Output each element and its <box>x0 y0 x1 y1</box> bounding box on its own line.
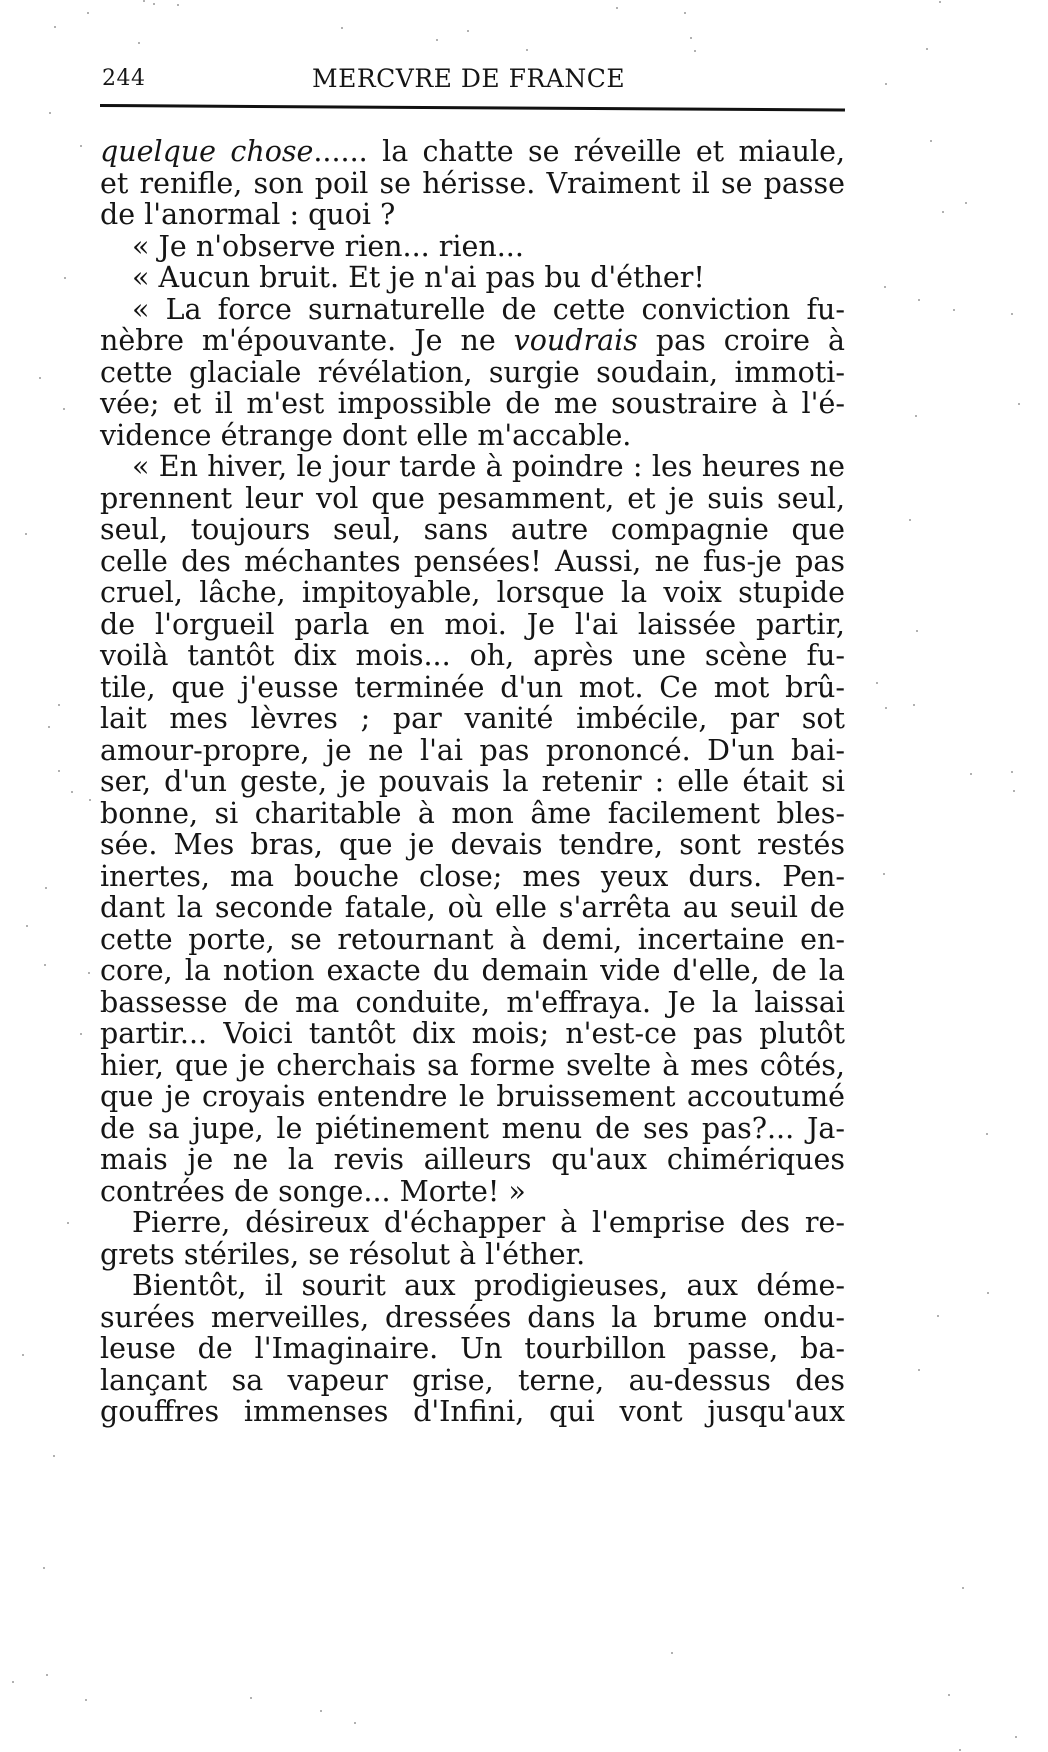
text-line <box>100 1333 845 1365</box>
text-line <box>100 388 845 420</box>
line-text: seul, toujours seul, sans autre compagnie que <box>100 513 845 546</box>
scan-speck <box>1018 403 1020 405</box>
scan-speck <box>937 1315 939 1317</box>
scan-speck <box>918 1369 920 1371</box>
line-text-pre: nèbre m'épouvante. Je ne <box>100 324 514 357</box>
journal-title: MERCVRE DE FRANCE <box>312 64 626 93</box>
scan-speck <box>44 964 46 966</box>
text-line <box>100 1396 845 1428</box>
text-line <box>100 199 845 231</box>
scan-speck <box>22 1354 24 1356</box>
scan-speck <box>54 26 56 28</box>
text-line <box>100 1365 845 1397</box>
text-line <box>100 798 845 830</box>
scan-speck <box>89 799 91 801</box>
line-text: leuse de l'Imaginaire. Un tourbillon passe, ba- <box>100 1332 845 1365</box>
line-text: lançant sa vapeur grise, terne, au-dessus des <box>100 1363 845 1397</box>
line-text: et renifle, son poil se hérisse. Vraiment il se passe <box>100 166 845 200</box>
line-text: celle des méchantes pensées! Aussi, ne fus-je pas <box>100 544 845 578</box>
text-line <box>100 231 845 263</box>
scan-speck <box>354 1722 356 1724</box>
text-line <box>100 735 845 767</box>
scan-speck <box>526 49 528 51</box>
scan-speck <box>884 286 886 288</box>
line-text: tile, que j'eusse terminée d'un mot. Ce mot brû- <box>100 670 845 704</box>
scan-speck <box>87 12 89 14</box>
text-line <box>100 1018 845 1050</box>
scan-speck <box>1013 790 1015 792</box>
line-text: « En hiver, le jour tarde à poindre : les heures ne <box>132 450 845 483</box>
text-line <box>100 640 845 672</box>
line-text: mais je ne la revis ailleurs qu'aux chimériques <box>100 1143 845 1176</box>
scan-speck <box>85 1699 87 1701</box>
text-line <box>100 294 845 326</box>
scan-speck <box>616 7 618 9</box>
scan-speck <box>684 12 686 14</box>
scan-speck <box>962 1587 964 1589</box>
line-text: hier, que je cherchais sa forme svelte à mes côtés, <box>100 1048 845 1082</box>
scan-speck <box>690 37 692 39</box>
line-text: vidence étrange dont elle m'accable. <box>100 418 632 452</box>
scan-speck <box>970 773 972 775</box>
text-line <box>100 672 845 704</box>
scan-speck <box>153 3 155 5</box>
scan-speck <box>67 1222 69 1224</box>
text-line <box>100 325 845 357</box>
scan-speck <box>88 972 90 974</box>
scan-speck <box>58 770 60 772</box>
line-text: ...... la chatte se réveille et miaule, <box>313 135 846 168</box>
body-text <box>100 136 845 1428</box>
text-line <box>100 703 845 735</box>
scan-speck <box>63 408 65 410</box>
line-text: « La force surnaturelle de cette conviction fu- <box>132 292 845 326</box>
line-text: lait mes lèvres ; par vanité imbécile, par sot <box>100 702 845 735</box>
scan-speck <box>916 630 918 632</box>
page-number: 244 <box>102 66 146 91</box>
scan-speck <box>138 42 140 44</box>
text-line <box>100 420 845 452</box>
line-text: grets stériles, se résolut à l'éther. <box>100 1237 586 1271</box>
text-line <box>100 357 845 389</box>
line-text: prennent leur vol que pesamment, et je suis seul, <box>100 481 845 515</box>
scan-speck <box>250 1697 252 1699</box>
italic-text: voudrais <box>513 324 638 357</box>
scan-speck <box>883 873 885 875</box>
italic-text: quelque chose <box>100 135 314 168</box>
text-line <box>100 766 845 798</box>
text-line <box>100 861 845 893</box>
line-text: amour-propre, je ne l'ai pas prononcé. D'un bai- <box>100 733 845 767</box>
scan-speck <box>671 1652 673 1654</box>
text-line <box>100 262 845 294</box>
line-text: bassesse de ma conduite, m'effraya. Je la laissai <box>100 985 845 1019</box>
text-line <box>100 1176 845 1208</box>
scan-speck <box>58 704 60 706</box>
scan-speck <box>1011 771 1013 773</box>
text-line <box>100 955 845 987</box>
scan-speck <box>143 0 145 2</box>
line-text: de sa jupe, le piétinement menu de ses pas?... Ja- <box>100 1111 845 1145</box>
scan-speck <box>80 145 82 147</box>
scan-speck <box>320 1710 322 1712</box>
scan-speck <box>918 299 920 301</box>
scan-speck <box>987 1292 989 1294</box>
text-line <box>100 451 845 483</box>
book-page <box>100 60 846 1428</box>
line-text: gouffres immenses d'Infini, qui vont jusqu'aux <box>100 1395 845 1428</box>
text-line <box>100 1302 845 1334</box>
line-text: cette porte, se retournant à demi, incertaine en- <box>100 922 845 956</box>
scan-speck <box>913 704 915 706</box>
text-line <box>100 609 845 641</box>
text-line <box>100 577 845 609</box>
text-line <box>100 829 845 861</box>
line-text: core, la notion exacte du demain vide d'elle, de la <box>100 954 845 987</box>
scan-speck <box>48 726 50 728</box>
scan-speck <box>948 1694 950 1696</box>
scan-speck <box>45 887 47 889</box>
scan-speck <box>965 202 967 204</box>
line-text: vée; et il m'est impossible de me soustraire à l'é- <box>100 387 845 420</box>
scan-speck <box>53 1455 55 1457</box>
line-text: « Je n'observe rien... rien... <box>132 229 524 263</box>
line-text: de l'orgueil parla en moi. Je l'ai laissée partir, <box>100 607 845 641</box>
line-text: de l'anormal : quoi ? <box>100 198 396 231</box>
line-text: pas croire à <box>637 324 846 357</box>
text-line <box>100 168 845 200</box>
scan-speck <box>926 48 928 50</box>
text-line <box>100 546 845 578</box>
text-line <box>100 1144 845 1176</box>
scan-speck <box>885 83 887 85</box>
scan-speck <box>177 4 179 6</box>
line-text: dant la seconde fatale, où elle s'arrêta au seuil de <box>100 891 845 924</box>
line-text: « Aucun bruit. Et je n'ai pas bu d'éther! <box>132 261 705 294</box>
text-line <box>100 1050 845 1082</box>
scan-speck <box>436 39 438 41</box>
scan-speck <box>25 533 27 535</box>
header-rule <box>100 104 845 112</box>
scan-speck <box>80 1033 82 1035</box>
text-line <box>100 924 845 956</box>
scan-speck <box>942 211 944 213</box>
scan-speck <box>12 1681 14 1683</box>
scan-speck <box>26 925 28 927</box>
line-text: cette glaciale révélation, surgie soudain, immoti- <box>100 355 845 389</box>
text-line <box>100 136 845 168</box>
scan-speck <box>71 791 73 793</box>
line-text: bonne, si charitable à mon âme facilement bles- <box>100 796 845 830</box>
text-line <box>100 514 845 546</box>
line-text: Pierre, désireux d'échapper à l'emprise des re- <box>132 1206 845 1239</box>
scan-speck <box>467 30 469 32</box>
scan-speck <box>876 682 878 684</box>
text-line <box>100 1207 845 1239</box>
scan-speck <box>1011 313 1013 315</box>
line-text: cruel, lâche, impitoyable, lorsque la voix stupide <box>100 576 845 609</box>
line-text: contrées de songe... Morte! » <box>100 1174 526 1208</box>
line-text: surées merveilles, dressées dans la brume ondu- <box>100 1300 845 1334</box>
scan-speck <box>959 1749 961 1751</box>
line-text: inertes, ma bouche close; mes yeux durs. Pen- <box>100 859 845 893</box>
scan-speck <box>915 415 917 417</box>
text-line <box>100 483 845 515</box>
text-line <box>100 1081 845 1113</box>
line-text: que je croyais entendre le bruissement accoutumé <box>100 1080 845 1113</box>
scan-speck <box>49 112 51 114</box>
scan-speck <box>953 309 955 311</box>
line-text: voilà tantôt dix mois... oh, après une scène fu- <box>100 639 845 672</box>
scan-speck <box>885 707 887 709</box>
scan-speck <box>46 1674 48 1676</box>
scan-speck <box>694 50 696 52</box>
text-line <box>100 1239 845 1271</box>
line-text: ser, d'un geste, je pouvais la retenir : elle était si <box>100 765 845 798</box>
text-line <box>100 892 845 924</box>
scan-speck <box>43 1567 45 1569</box>
scan-speck <box>986 1133 988 1135</box>
scan-speck <box>930 140 932 142</box>
running-head <box>100 60 845 100</box>
scan-speck <box>939 1 941 3</box>
line-text: sée. Mes bras, que je devais tendre, sont restés <box>100 828 845 861</box>
scan-speck <box>39 377 41 379</box>
line-text: partir... Voici tantôt dix mois; n'est-ce pas plutôt <box>100 1017 845 1050</box>
scan-speck <box>909 519 911 521</box>
text-line <box>100 1270 845 1302</box>
scan-speck <box>1015 1736 1017 1738</box>
scan-speck <box>341 27 343 29</box>
scan-speck <box>64 277 66 279</box>
text-line <box>100 987 845 1019</box>
line-text: Bientôt, il sourit aux prodigieuses, aux déme- <box>132 1269 845 1302</box>
text-line <box>100 1113 845 1145</box>
